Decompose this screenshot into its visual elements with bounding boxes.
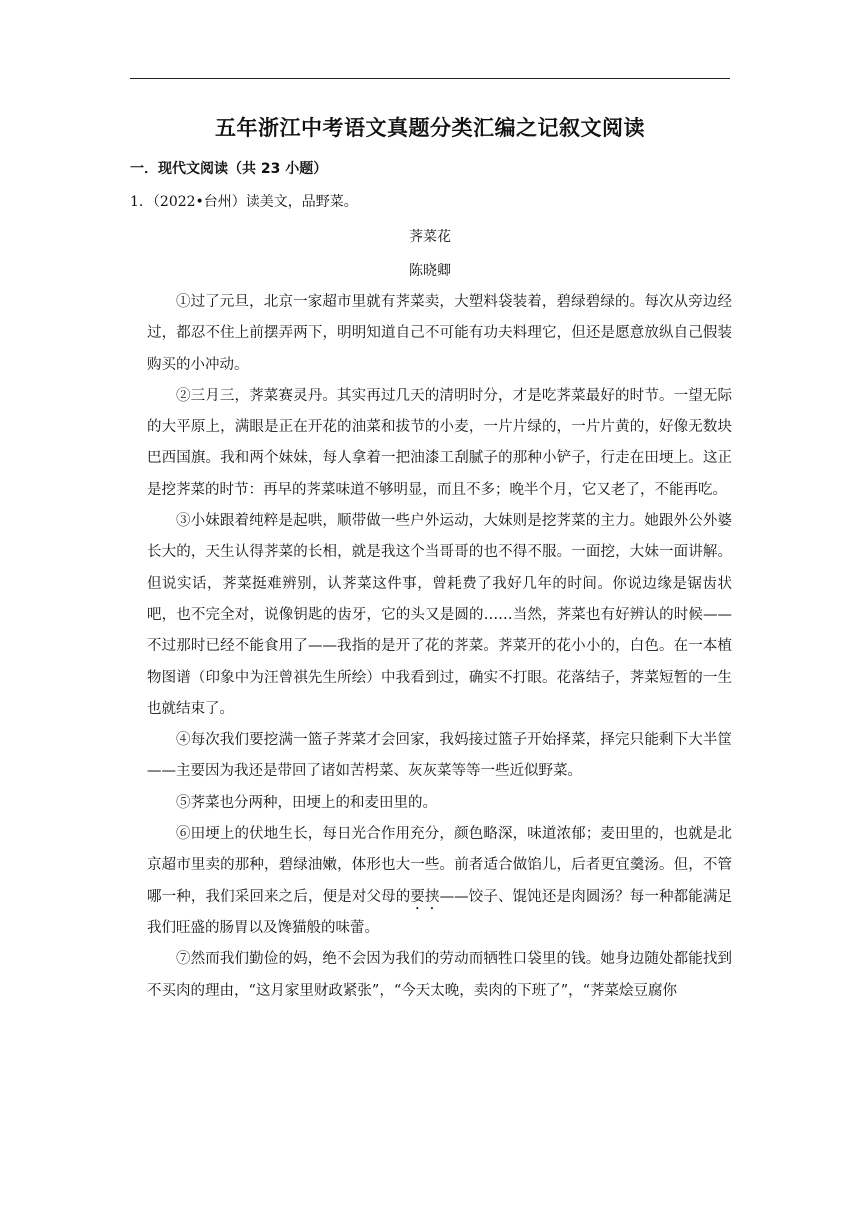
- paragraph-6-before: ⑥田埂上的伏地生长，每日光合作用充分，颜色略深，味道浓郁；麦田里的，也就是北京超市里卖的那种，碧绿油嫩，体形也大一些。前者适合做馅儿，后者更宜羹汤。但，不管哪一种，我们采回来之后，便是对父母的: [147, 826, 732, 905]
- article-author: 陈晓卿: [409, 263, 451, 279]
- question-label: 1．（2022•台州）读美文，品野菜。: [130, 194, 358, 210]
- paragraph-5: ⑤荠菜也分两种，田埂上的和麦田里的。: [176, 794, 437, 811]
- header-rule: [130, 78, 730, 79]
- emphasized-word: 要挟: [410, 888, 440, 905]
- paragraph-7: ⑦然而我们勤俭的妈，绝不会因为我们的劳动而牺牲口袋里的钱。她身边随处都能找到不买肉的理由，“这月家里财政紧张”，“今天太晚，卖肉的下班了”，“荠菜烩豆腐你: [147, 951, 732, 999]
- paragraph-6: [147, 819, 732, 944]
- section-heading: 一．现代文阅读（共 23 小题）: [130, 161, 328, 177]
- paragraph-3: ③小妹跟着纯粹是起哄，顺带做一些户外运动，大妹则是挖荠菜的主力。她跟外公外婆长大的，天生认得荠菜的长相，就是我这个当哥哥的也不得不服。一面挖，大妹一面讲解。但说实话，荠菜挺难辨别，认荠菜这件事，曾耗费了我好几年的时间。你说边缘是锯齿状吧，也不完全对，说像钥匙的齿牙，它的头又是圆的……当然，荠菜也有好辨认的时候——不过那时已经不能食用了——我指的是开了花的荠菜。荠菜开的花小小的，白色。在一本植物图谱（印象中为汪曾祺先生所绘）中我看到过，确实不打眼。花落结子，荠菜短暂的一生也就结束了。: [147, 513, 732, 717]
- article-body: [147, 287, 732, 1007]
- paragraph-1: ①过了元旦，北京一家超市里就有荠菜卖，大塑料袋装着，碧绿碧绿的。每次从旁边经过，都忍不住上前摆弄两下，明明知道自己不可能有功夫料理它，但还是愿意放纵自己假装购买的小冲动。: [147, 294, 732, 373]
- article-title: 荠菜花: [409, 229, 451, 245]
- document-title: 五年浙江中考语文真题分类汇编之记叙文阅读: [215, 116, 645, 140]
- paragraph-6-after: ——饺子、馄饨还是肉圆汤？每一种都能满足我们旺盛的肠胃以及馋猫般的味蕾。: [147, 888, 733, 936]
- paragraph-2: ②三月三，荠菜赛灵丹。其实再过几天的清明时分，才是吃荠菜最好的时节。一望无际的大平原上，满眼是正在开花的油菜和拔节的小麦，一片片绿的，一片片黄的，好像无数块巴西国旗。我和两个妹妹，每人拿着一把油漆工刮腻子的那种小铲子，行走在田埂上。这正是挖荠菜的时节：再早的荠菜味道不够明显，而且不多；晚半个月，它又老了，不能再吃。: [147, 387, 732, 498]
- paragraph-4: ④每次我们要挖满一篮子荠菜才会回家，我妈接过篮子开始择菜，择完只能剩下大半筐——主要因为我还是带回了诸如苦枵菜、灰灰菜等等一些近似野菜。: [147, 732, 732, 780]
